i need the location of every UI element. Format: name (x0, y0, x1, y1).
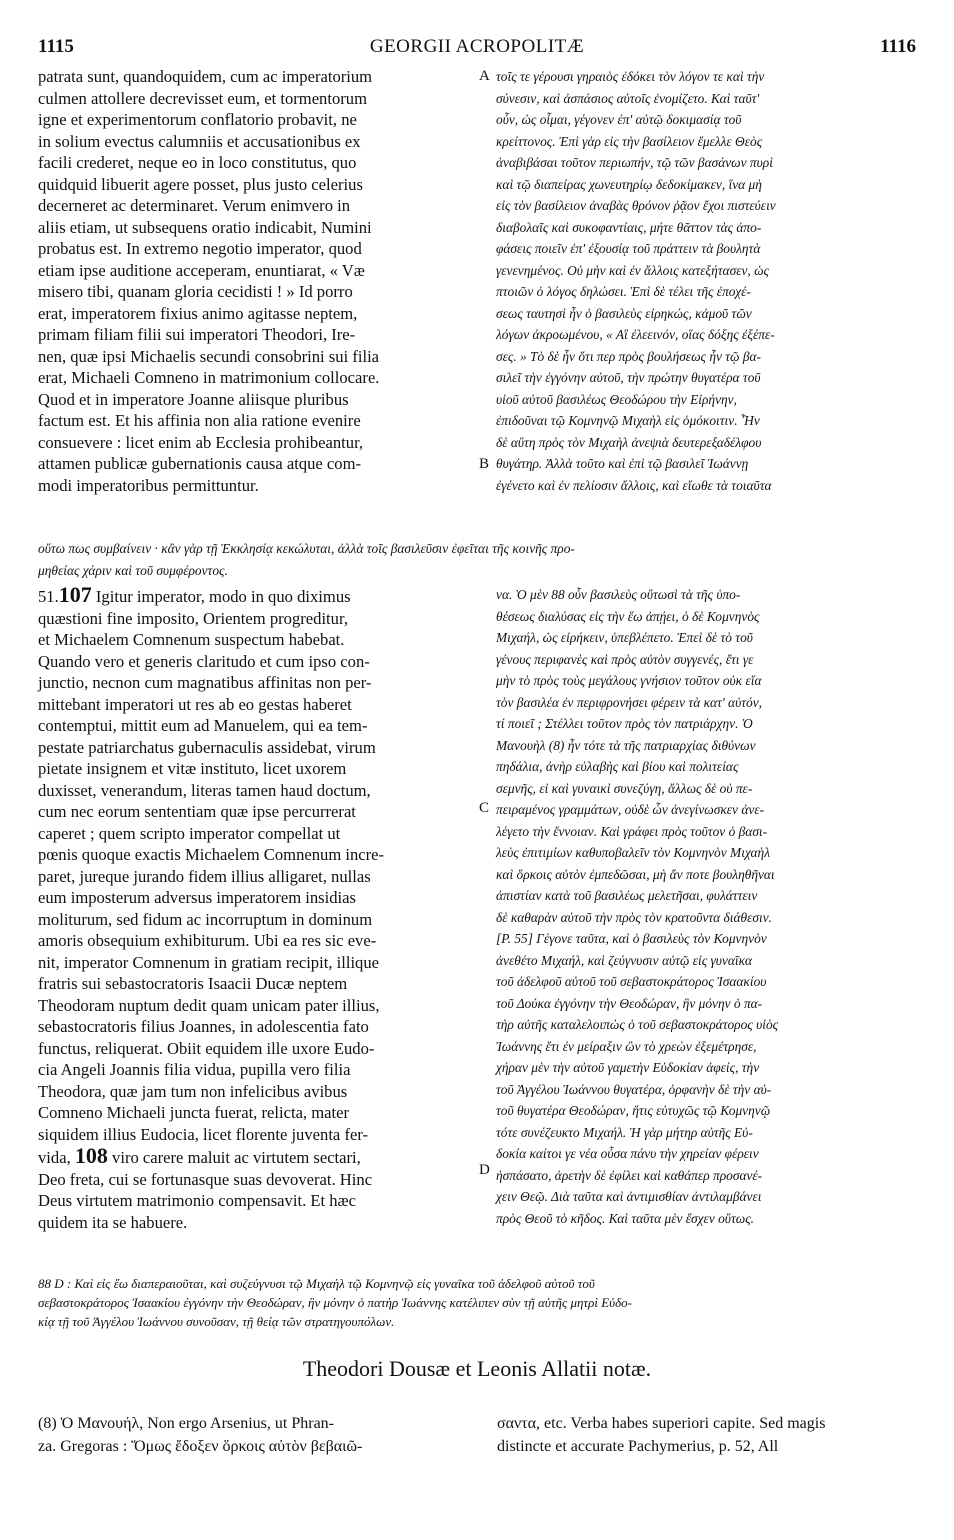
text-line: cia Angeli Joannis filia vidua, pupilla vero filia (38, 1060, 351, 1079)
text-line: χήραν μὲν τὴν αὐτοῦ γαμετὴν Εὐδοκίαν ἀφείς, τὴν (496, 1060, 760, 1075)
text-line: eum imposterum adversus imperatorem insidias (38, 888, 356, 907)
text-line: χειν Θεῷ. Διὰ ταῦτα καὶ ἀντιμισθίαν ἀντιλαμβάνει (496, 1189, 762, 1204)
text-line: Μανουὴλ (8) ἦν τότε τὰ τῆς πατριαρχίας διθύνων (496, 737, 756, 753)
text-line: σιλεῖ τὴν ἐγγόνην αὐτοῦ, τὴν πρώτην θυγατέρα τοῦ (496, 370, 761, 385)
text-line: γενενημένος. Οὐ μὴν καὶ ἐν ἄλλοις κατεξήτασεν, ὡς (496, 262, 769, 278)
text-line: κίᾳ τῇ τοῦ Ἀγγέλου Ἰωάννου συνοῦσαν, τῇ θείᾳ τῶν στρατηγουπόλων. (38, 1314, 395, 1329)
text-line: nit, imperator Comnenum in gratiam recipit, illique (38, 952, 380, 972)
text-line: modi imperatoribus permittuntur. (38, 475, 259, 495)
page-number-left: 1115 (38, 36, 74, 57)
text-line: misero tibi, quanam gloria cecidisti ! » Id porro (38, 282, 353, 301)
text-line: τὸν βασιλέα ἐν περιφρονήσει φέρειν τὰ κατ' αὐτόν, (496, 694, 763, 710)
text-line: τοῦ ἀδελφοῦ αὐτοῦ τοῦ σεβαστοκράτορος Ἰσαακίου (496, 974, 767, 989)
running-title: GEORGII ACROPOLITÆ (369, 36, 585, 57)
text-line: erat, imperatorem fixius animo agitasse neptem, (38, 303, 358, 323)
text-line: πειραμένος γραμμάτων, οὐδὲ ὧν ἀνεγίνωσκεν ἀνε- (496, 802, 765, 817)
text-line: moliturum, sed fidum ac incorruptum in dominum (38, 909, 373, 929)
text-line: σεβαστοκράτορος Ἰσαακίου ἐγγόνην τὴν Θεοδώραν, ἣν μόνην ὁ πατὴρ Ἰωάννης κατέλιπεν σὺν τῇ αὐτῆς μητρὶ Εὐδο- (38, 1295, 632, 1310)
text-line: τότε συνέζευκτο Μιχαήλ. Ἡ γὰρ μήτηρ αὐτῆς Εὐ- (496, 1124, 753, 1140)
text-line: decerneret ac determinaret. Verum enimvero in (38, 196, 351, 215)
text-line: erat, Michaeli Comneno in matrimonium collocare. (38, 368, 380, 387)
text-line: διαβολαῖς καὶ συκοφαντίαις, μήτε θᾶττον τὰς ἀπο- (496, 219, 762, 235)
notes-left-column (38, 1412, 488, 1458)
text-line: siquidem illius Eudocia, licet florente juventa fer- (38, 1124, 369, 1144)
text-line: consuevere : licet enim ab Ecclesia prohibeantur, (38, 432, 364, 452)
text-line: functus, reliquerat. Obiit equidem ille uxore Eudo- (38, 1038, 375, 1058)
text-line: quæstioni fine imposito, Orientem progreditur, (38, 608, 348, 628)
text-line: pestate patriarchatus gubernaculis assidebat, virum (38, 737, 376, 757)
margin-marker-d: D (479, 1162, 490, 1178)
text-line: junctio, necnon cum magnatibus affinitas non per- (38, 673, 372, 692)
text-line: σαντα, etc. Verba habes superiori capite. Sed magis (497, 1415, 826, 1432)
text-line: sebastocratoris filius Joannes, in adolescentia fato (38, 1017, 369, 1036)
text-line: δοκία καίτοι γε νέα οὖσα πάνυ τὴν χηρείαν φέρειν (496, 1146, 759, 1161)
text-line: σύνεσιν, καὶ ἀσπάσιος αὐτοῖς ἐνομίζετο. Καὶ ταῦτ' (496, 90, 760, 106)
text-line: et Michaelem Comnenum suspectum habebat. (38, 630, 345, 649)
greek-column-block2 (496, 584, 916, 1229)
latin-column-block2 (38, 584, 474, 1233)
greek-fullwidth-block1 (38, 538, 916, 581)
text-line: caperet ; quem scripto imperator compellat ut (38, 823, 341, 843)
text-line: εἰς τὸν βασίλειον ἀναβὰς θρόνον ῥᾷον ἔχοι πιστεύειν (496, 198, 776, 213)
notes-right-column (497, 1412, 917, 1458)
text-line: factum est. Et his affinia non alia ratione evenire (38, 411, 361, 430)
text-line: za. Gregoras : Ὅμως ἔδοξεν ὅρκοις αὐτὸν βεβαιῶ- (38, 1438, 363, 1455)
text-line: λέγετο τὴν ἔννοιαν. Καὶ γράφει πρὸς τοῦτον ὁ βασι- (496, 823, 768, 839)
greek-column-block1 (496, 66, 916, 496)
text-line: facili crederet, neque eo in loco constitutus, quo (38, 153, 357, 172)
latin-line (38, 584, 474, 608)
text-line: μὴν τὸ πρὸς τοὺς μεγάλους γνήσιον τοῦτον οὐκ εἴα (496, 673, 762, 688)
text-line: τοῦ Ἀγγέλου Ἰωάννου θυγατέρα, ὀρφανὴν δὲ τὴν αὐ- (496, 1081, 772, 1097)
text-line: πηδάλια, ἀνὴρ εὐλαβὴς καὶ βίου καὶ πολιτείας (496, 759, 739, 774)
text-line: Comneno Michaeli juncta fuerat, relicta, mater (38, 1103, 350, 1122)
column-number-107: 107 (58, 582, 92, 607)
latin-line-text: Igitur imperator, modo in quo diximus (95, 587, 351, 606)
text-line: pietate insignem et vitæ instituto, licet uxorem (38, 759, 347, 778)
text-line: γένους περιφανὲς καὶ πρὸς αὐτὸν συγγενές, ἔτι γε (496, 651, 754, 667)
margin-marker-a: A (479, 68, 490, 84)
text-line: καὶ ὅρκοις αὐτὸν ἐμπεδῶσαι, μὴ ἄν ποτε βουληθῆναι (496, 866, 775, 882)
text-line: Quando vero et generis claritudo et cum ipso con- (38, 651, 370, 671)
text-line: Theodoram nuptum dedit quam unicam pater illius, (38, 995, 380, 1015)
text-line: πτοιῶν ὁ λόγος δηλώσει. Ἐπὶ δὲ τέλει τῆς ἐποχέ- (496, 284, 751, 299)
text-line: κρείττονος. Ἐπὶ γὰρ εἰς τὴν βασίλειον ἔμελλε Θεὸς (496, 133, 763, 149)
text-line: Theodora, quæ jam tum non infelicibus avibus (38, 1081, 348, 1101)
latin-line (38, 1145, 474, 1169)
text-line: contemptui, mittit eum ad Manuelem, qui ea tem- (38, 716, 368, 735)
section-number: 51. (38, 587, 59, 606)
text-line: ἀπιστίαν κατὰ τοῦ βασιλέως μελετῆσαι, φυλάττειν (496, 888, 758, 903)
text-line: τοῖς τε γέρουσι γηραιὸς ἐδόκει τὸν λόγον τε καὶ τὴν (496, 69, 765, 84)
text-line: Deo freta, cui se fortunasque suas devoverat. Hinc (38, 1169, 373, 1189)
text-line: paret, jureque jurando fidem illius alligaret, nullas (38, 866, 371, 886)
margin-marker-c: C (479, 800, 490, 816)
page-header (38, 36, 916, 62)
text-line: Μιχαήλ, ὡς εἰρήκειν, ὑπεβλέπετο. Ἐπεὶ δὲ τὸ τοῦ (496, 630, 753, 645)
latin-column-block1 (38, 66, 474, 496)
text-line: ἠσπάσατο, ἀρετὴν δὲ ἐφίλει καὶ καθάπερ προσανέ- (496, 1167, 763, 1183)
text-line: attamen publicæ gubernationis causa atque com- (38, 454, 362, 473)
text-line: igne et experimentorum conflatorio probavit, ne (38, 110, 357, 129)
margin-marker-b: B (479, 456, 490, 472)
text-line: λόγων ἀκροωμένου, « Αἲ ἐλεεινόν, οἵας δόξης ἐξέπε- (496, 327, 775, 342)
text-line: primam filiam filii sui imperatori Theodori, Ire- (38, 325, 356, 344)
text-line: 88 D : Καὶ εἰς ἕω διαπεραιοῦται, καὶ συζεύγνυσι τῷ Μιχαὴλ τῷ Κομνηνῷ εἰς γυναῖκα τοῦ ἀδελφοῦ αὐτοῦ τοῦ (38, 1276, 595, 1291)
latin-line-text: vida, (38, 1148, 71, 1167)
text-line: να. Ὁ μὲν 88 οὖν βασιλεὺς οὕτωσὶ τὰ τῆς ὑπο- (496, 587, 741, 602)
text-line: τί ποιεῖ ; Στέλλει τοῦτον πρὸς τὸν πατριάρχην. Ὁ (496, 716, 753, 731)
text-line: quidem ita se habuere. (38, 1212, 188, 1232)
text-line: mittebant imperatori ut res ab eo gestas haberet (38, 694, 352, 714)
text-line: (8) Ὁ Μανουήλ, Non ergo Arsenius, ut Phran- (38, 1415, 334, 1432)
text-line: σεως ταυτησὶ ἦν ὁ βασιλεὺς εἰρηκώς, κἀμοῦ τῶν (496, 305, 752, 321)
page-number-right: 1116 (880, 36, 916, 57)
text-line: δὲ αὕτη πρὸς τὸν Μιχαὴλ ἀνεψιὰ δευτερεξαδέλφου (496, 434, 762, 450)
text-line: καὶ τῷ διαπείρας χωνευτηρίῳ δεδοκίμακεν, ἵνα μὴ (496, 176, 762, 192)
text-line: σεμνῆς, εἰ καὶ γυναικὶ συνεζύγη, ἄλλως δὲ οὐ πε- (496, 780, 753, 796)
text-line: σες. » Τὸ δὲ ἦν ὅτι περ πρὸς βουλήσεως ἦν τῷ βα- (496, 348, 762, 364)
text-line: ἀναβιβάσαι τοῦτον περιωπήν, τῷ τῶν βασάνων πυρὶ (496, 155, 773, 170)
text-line: Ἰωάννης ἔτι ἐν μείραξιν ὢν τὸ χρεὼν ἐξεμέτρησε, (496, 1038, 757, 1054)
column-number-108: 108 (74, 1143, 108, 1168)
text-line: θέσεως διαλύσας εἰς τὴν ἕω ἀπῄει, ὁ δὲ Κομνηνὸς (496, 608, 760, 624)
text-line: fratris sui sebastocratoris Isaacii Ducæ neptem (38, 974, 348, 993)
text-line: quidquid libuerit agere posset, plus justo celerius (38, 174, 363, 194)
latin-line-text: viro carere maluit ac virtutem sectari, (112, 1148, 361, 1167)
text-line: in solium evectus calumniis et accusationibus ex (38, 131, 361, 151)
text-line: distincte et accurate Pachymerius, p. 52, All (497, 1438, 779, 1455)
notes-title: Theodori Dousæ et Leonis Allatii notæ. (302, 1356, 652, 1381)
text-line: probatus est. In extremo negotio imperator, quod (38, 239, 362, 258)
text-line: pœnis quoque exactis Michaelem Comnenum incre- (38, 845, 385, 864)
text-line: ἐπιδοῦναι τῷ Κομνηνῷ Μιχαὴλ εἰς ὁμόκοιτιν. Ἦν (496, 413, 760, 428)
text-line: Deus virtutem matrimonio compensavit. Et hæc (38, 1191, 356, 1210)
text-line: θυγάτηρ. Ἀλλὰ τοῦτο καὶ ἐπὶ τῷ βασιλεῖ Ἰωάννῃ (496, 456, 749, 471)
text-line: Quod et in imperatore Joanne aliisque pluribus (38, 389, 349, 409)
text-line: ἐγένετο καὶ ἐν πελίοσιν ἄλλοις, καὶ εἴωθε τὰ τοιαῦτα (496, 477, 772, 493)
text-line: nen, quæ ipsi Michaelis secundi consobrini sui filia (38, 346, 380, 366)
text-line: φάσεις ποιεῖν ἐπ' ἐξουσίᾳ τοῦ πράττειν τὰ βουλητὰ (496, 241, 761, 256)
text-line: οὖν, ὡς οἶμαι, γέγονεν ἐπ' αὐτῷ δοκιμασίᾳ τοῦ (496, 112, 742, 127)
text-line: aliis etiam, ut subsequens oratio indicabit, Numini (38, 217, 372, 237)
text-line: λεὺς ἐπιτιμίων καθυποβαλεῖν τὸν Κομνηνὸν Μιχαὴλ (496, 845, 770, 860)
text-line: duxisset, venerandum, literas tamen haud doctum, (38, 780, 371, 800)
text-line: amoris obsequium exhibiturum. Ubi ea res sic eve- (38, 931, 377, 950)
text-line: [P. 55] Γέγονε ταῦτα, καὶ ὁ βασιλεὺς τὸν Κομνηνὸν (496, 931, 767, 946)
text-line: τὴρ αὐτῆς καταλελοιπὼς ὁ τοῦ σεβαστοκράτορος υἱὸς (496, 1017, 779, 1032)
text-line: πρὸς Θεοῦ τὸ κῆδος. Καὶ ταῦτα μὲν ἔσχεν οὕτως. (496, 1210, 754, 1226)
text-line: υἱοῦ αὐτοῦ βασιλέως Θεοδώρου τὴν Εἰρήνην, (496, 391, 737, 407)
text-line: culmen attollere decrevisset eum, et tormentorum (38, 88, 367, 108)
text-line: cum nec eorum sententiam quæ ipse percurrerat (38, 802, 356, 821)
text-line: τοῦ Δούκα ἐγγόνην τὴν Θεοδώραν, ἣν μόνην ὁ πα- (496, 995, 763, 1011)
text-line: δὲ καθαρὰν αὐτοῦ τὴν πρὸς τὸν κρατοῦντα διάθεσιν. (496, 909, 773, 925)
text-line: patrata sunt, quandoquidem, cum ac imperatorium (38, 67, 373, 86)
text-line: τοῦ θυγατέρα Θεοδώραν, ἥτις εὐτυχῶς τῷ Κομνηνῷ (496, 1103, 771, 1118)
text-line: ἀνεθέτο Μιχαήλ, καὶ ζεύγνυσιν αὐτῷ εἰς γυναῖκα (496, 952, 753, 968)
text-line: οὕτω πως συμβαίνειν · κἂν γὰρ τῇ Ἐκκλησίᾳ κεκώλυται, ἀλλὰ τοῖς βασιλεῦσιν ἐφεῖται τῆς κοινῆς προ- (38, 541, 575, 556)
text-line: μηθείας χάριν καὶ τοῦ συμφέροντος. (38, 562, 228, 578)
footnote-88 (38, 1274, 916, 1331)
text-line: etiam ipse auditione acceperam, enuntiarat, « Væ (38, 260, 365, 280)
